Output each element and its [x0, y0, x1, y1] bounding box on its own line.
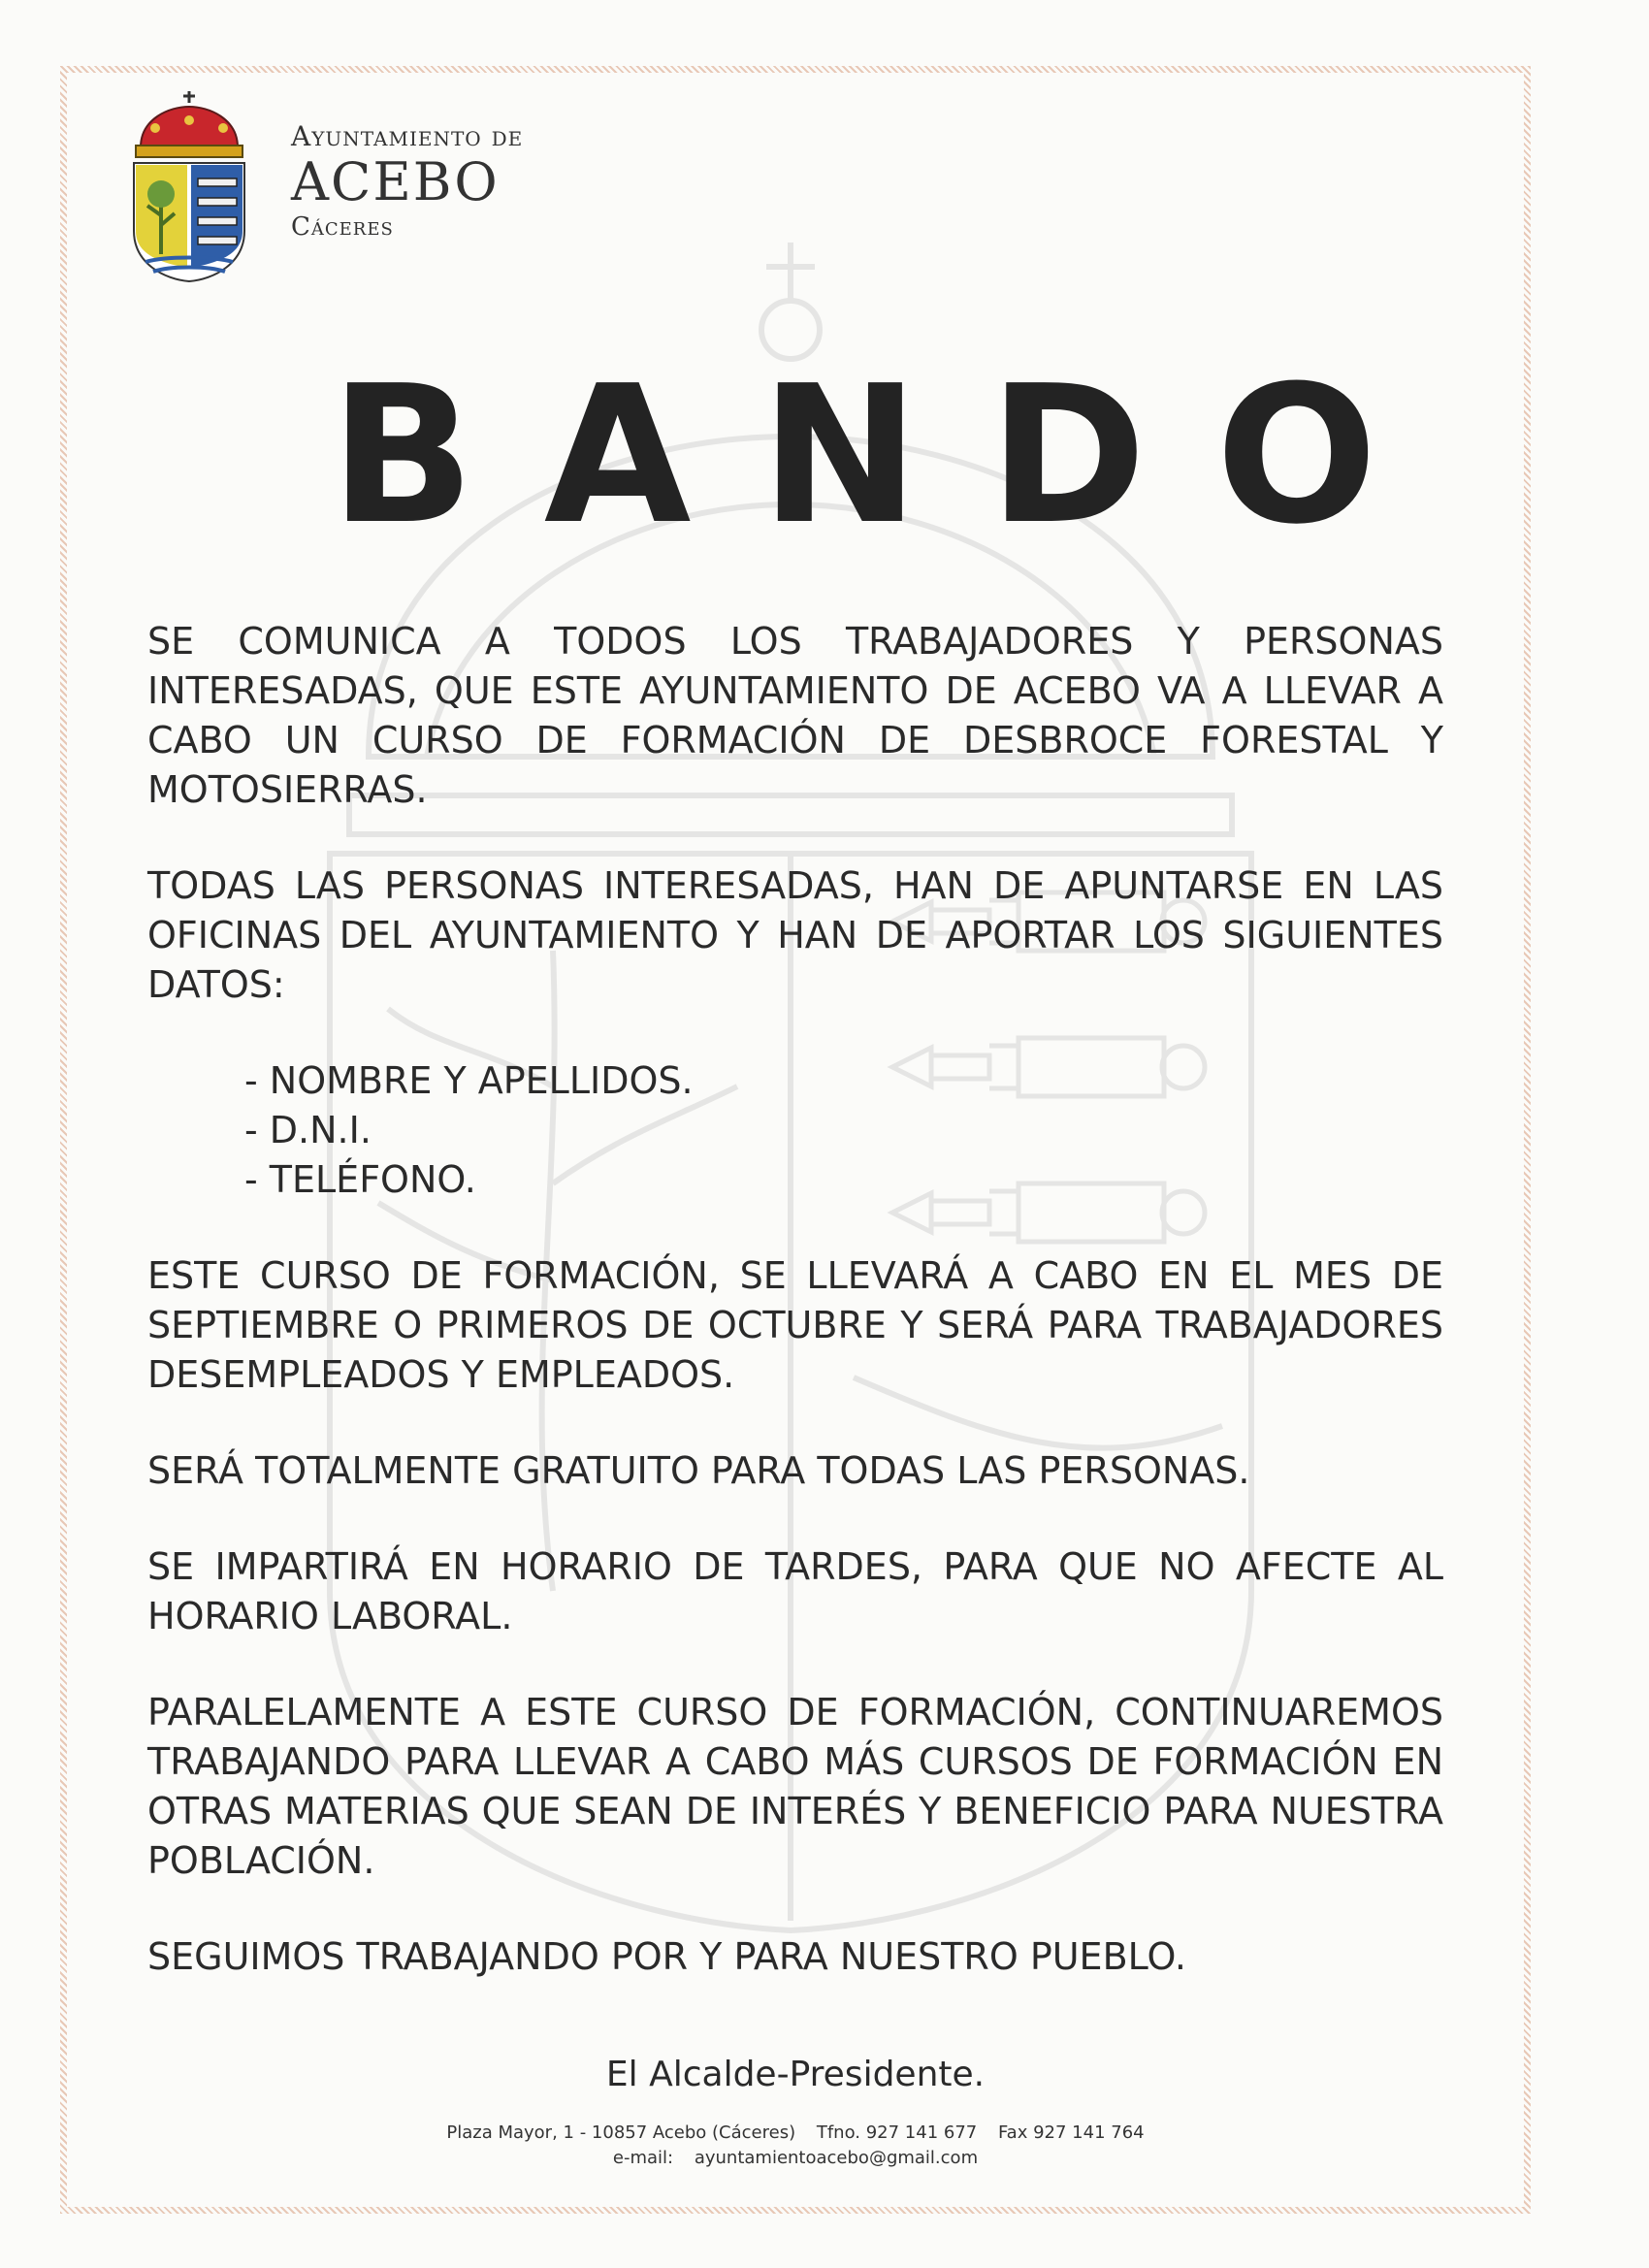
paragraph-announcement: SE COMUNICA A TODOS LOS TRABAJADORES Y PERSONAS INTERESADAS, QUE ESTE AYUNTAMIENTO DE ACEBO VA A LLEVAR A CABO UN CURSO DE FORMACIÓN DE DESBROCE FORESTAL Y MOTOSIERRAS. — [147, 620, 1443, 811]
title-letter: N — [760, 345, 920, 567]
paragraph-future-courses: PARALELAMENTE A ESTE CURSO DE FORMACIÓN, CONTINUAREMOS TRABAJANDO PARA LLEVAR A CABO MÁS CURSOS DE FORMACIÓN EN OTRAS MATERIAS QUE SEAN DE INTERÉS Y BENEFICIO PARA NUESTRA POBLACIÓN. — [147, 1691, 1443, 1882]
footer-fax: Fax 927 141 764 — [997, 2122, 1145, 2143]
title-letter: B — [330, 345, 475, 567]
list-item: - D.N.I. — [244, 1109, 372, 1151]
document-title — [330, 345, 1377, 567]
required-data-list — [244, 1056, 1443, 1205]
title-letter: A — [543, 345, 692, 567]
list-item: - NOMBRE Y APELLIDOS. — [244, 1059, 694, 1102]
footer-phone: Tfno. 927 141 677 — [816, 2122, 978, 2143]
paragraph-closing: SEGUIMOS TRABAJANDO POR Y PARA NUESTRO PUEBLO. — [147, 1935, 1186, 1978]
title-letter: O — [1215, 345, 1377, 567]
letterhead-province: Cáceres — [291, 212, 394, 242]
letterhead-town: ACEBO — [291, 151, 500, 212]
paragraph-schedule: SE IMPARTIRÁ EN HORARIO DE TARDES, PARA QUE NO AFECTE AL HORARIO LABORAL. — [147, 1545, 1443, 1637]
letterhead-line1: Ayuntamiento de — [291, 120, 524, 152]
announcement-body — [147, 617, 1443, 2028]
paragraph-dates: ESTE CURSO DE FORMACIÓN, SE LLEVARÁ A CABO EN EL MES DE SEPTIEMBRE O PRIMEROS DE OCTUBRE Y SERÁ PARA TRABAJADORES DESEMPLEADOS Y EMPLEADOS. — [147, 1254, 1443, 1396]
footer-email-label: e-mail: — [612, 2148, 674, 2168]
list-item: - TELÉFONO. — [244, 1158, 476, 1201]
letterhead — [291, 120, 523, 242]
signature-line: El Alcalde-Presidente. — [605, 2055, 986, 2094]
footer-contact — [0, 2122, 1591, 2143]
footer-address: Plaza Mayor, 1 - 10857 Acebo (Cáceres) — [446, 2122, 796, 2143]
acebo-coat-of-arms — [126, 89, 252, 283]
paragraph-free: SERÁ TOTALMENTE GRATUITO PARA TODAS LAS PERSONAS. — [147, 1449, 1250, 1492]
footer-email-line — [0, 2148, 1591, 2168]
title-letter: D — [988, 345, 1147, 567]
footer-email[interactable]: ayuntamientoacebo@gmail.com — [694, 2148, 979, 2168]
paragraph-registration: TODAS LAS PERSONAS INTERESADAS, HAN DE APUNTARSE EN LAS OFICINAS DEL AYUNTAMIENTO Y HAN DE APORTAR LOS SIGUIENTES DATOS: — [147, 864, 1443, 1006]
